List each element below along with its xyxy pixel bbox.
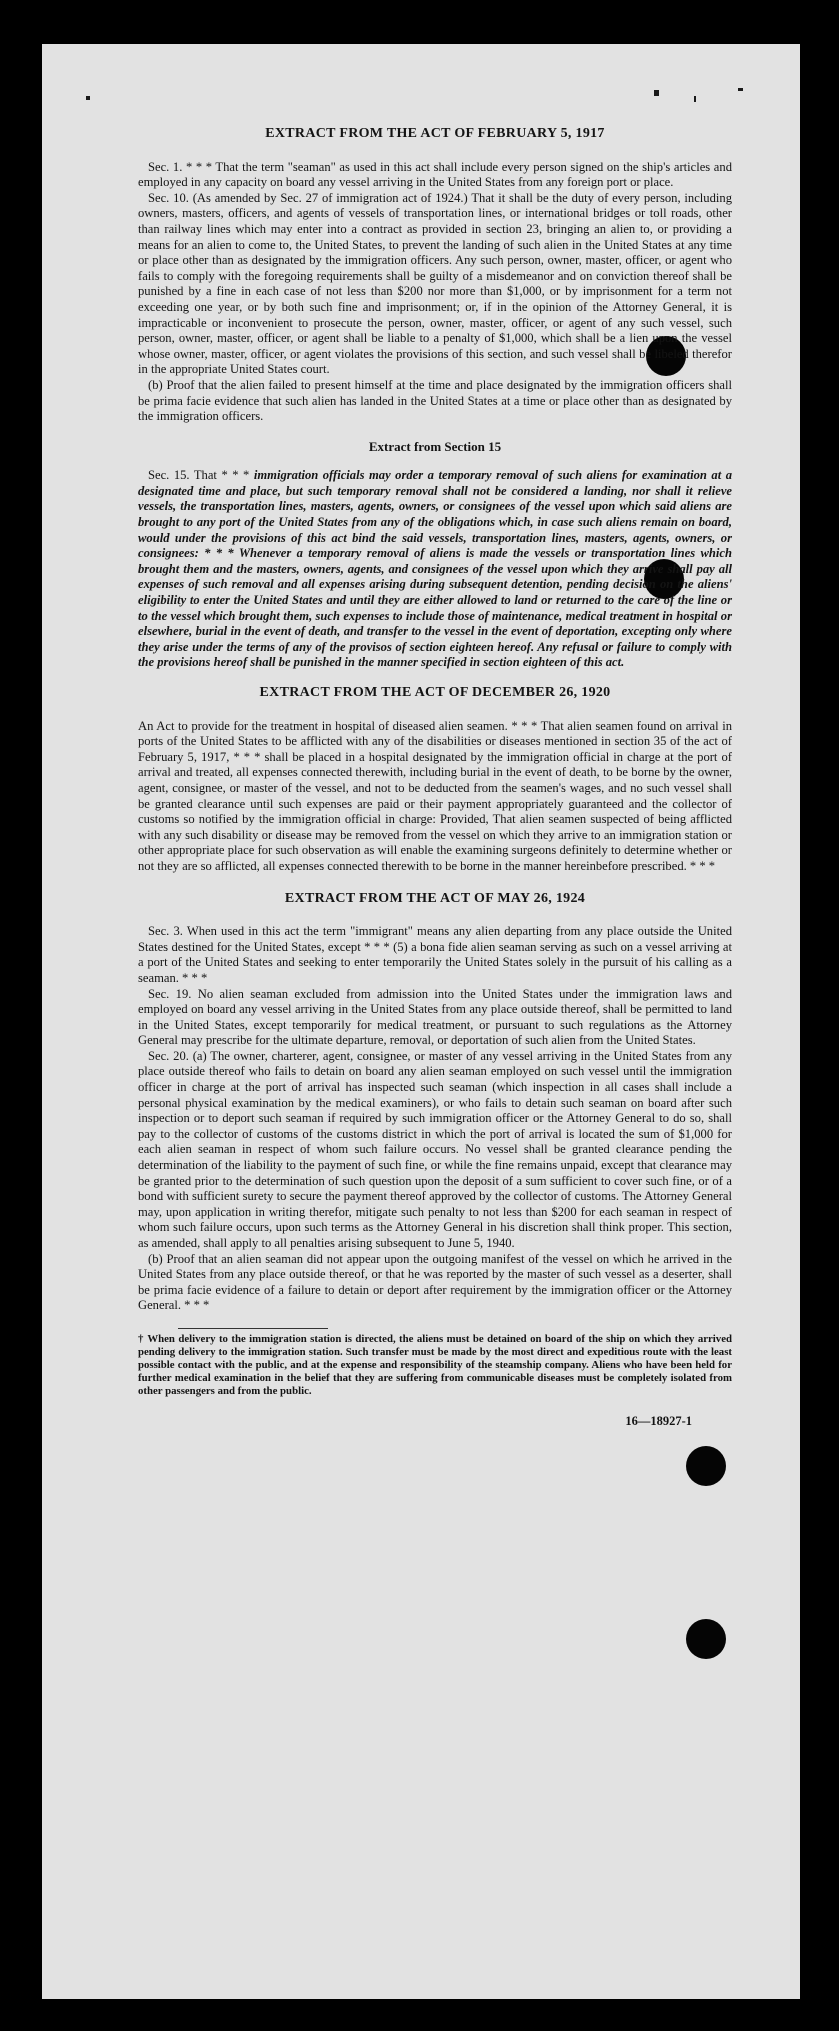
paragraph-sec15 (138, 468, 732, 671)
punch-hole (686, 1619, 726, 1659)
sec15-body: immigration officials may order a temporary removal of such aliens for examination at a designated time and place, but such temporary removal shall not be considered a landing, nor shall it relieve vessels, the transportation lines, masters, agents, owners, or consignees of the vessel upon which said aliens are brought to any port of the United States from any of the obligations which, in case such aliens remain on board, would under the provisions of this act bind the said vessels, transportation lines, masters, agents, owners, or consignees: * * * Whenever a temporary removal of aliens is made the vessels or transportation lines which brought them and the masters, owners, agents, and consignees of the vessel upon which they arrive shall pay all expenses of such removal and all expenses arising during subsequent detention, pending decision on the aliens' eligibility to enter the United States and until they are either allowed to land or returned to the care of the line or to the vessel which brought them, such expenses to include those of maintenance, medical treatment in hospital or elsewhere, burial in the event of death, and transfer to the vessel in the event of deportation, excepting only where they arise under the terms of any of the provisos of section eighteen hereof. Any refusal or failure to comply with the provisions hereof shall be punished in the manner specified in section eighteen of this act. (138, 468, 732, 670)
heading-act-1920: EXTRACT FROM THE ACT OF DECEMBER 26, 1920 (259, 685, 611, 700)
footnote: † When delivery to the immigration station is directed, the aliens must be detained on board of the ship on which they arrived pending delivery to the immigration station. Such transfer must be made by the most direct and expeditious route with the least possible contact with the public, and at the expense and responsibility of the steamship company. Aliens who have been held for further medical examination in the belief that they are suffering from communicable diseases must be completely isolated from other passengers and from the public. (138, 1332, 732, 1397)
heading-section-15: Extract from Section 15 (368, 438, 502, 454)
paragraph-act-1920: An Act to provide for the treatment in hospital of diseased alien seamen. * * * That alien seamen found on arrival in ports of the United States to be afflicted with any of the disabilities or diseases mentioned in section 35 of the act of February 5, 1917, * * * shall be placed in a hospital designated by the immigration official in charge at the port of arrival and treated, all expenses connected therewith, including burial in the event of death, to be borne by the owner, agent, consignee, or master of the vessel, and not to be deducted from the seamen's wages, and no such vessel shall be granted clearance until such expenses are paid or their payment appropriately guaranteed and the collector of customs so notified by the immigration official in charge: Provided, That alien seamen suspected of being afflicted with any such disability or disease may be removed from the vessel on which they arrive to an immigration station or other appropriate place for such observation as will enable the examining surgeons definitely to determine whether or not they are so afflicted, all expenses connected therewith to be borne in the manner hereinbefore prescribed. * * * (138, 718, 732, 873)
paragraph-sec20a: Sec. 20. (a) The owner, charterer, agent, consignee, or master of any vessel arriving in the United States from any place outside thereof who fails to detain on board any alien seaman employed on such vessel until the immigration officer in charge at the port of arrival has inspected such seaman (which inspection in all cases shall include a personal physical examination by the medical examiners), or who fails to detain such seaman on board after such inspection or to deport such seaman if required by such immigration officer or the Attorney General to do so, shall pay to the collector of customs of the customs district in which the port of arrival is located the sum of $1,000 for each alien seaman in respect of whom such failure occurs. No vessel shall be granted clearance pending the determination of the liability to the payment of such fine, or while the fine remains unpaid, except that clearance may be granted prior to the determination of such question upon the deposit of a sum sufficient to cover such fine, or of a bond with sufficient surety to secure the payment thereof approved by the collector of customs. The Attorney General may, upon application in writing therefor, mitigate such penalty to not less than $200 for each seaman in respect of whom such failure occurs, upon such terms as the Attorney General in his discretion shall think proper. This section, as amended, shall apply to all penalties arising subsequent to June 5, 1940. (138, 1048, 732, 1250)
paragraph-sec20b: (b) Proof that an alien seaman did not appear upon the outgoing manifest of the vessel on which he arrived in the United States from any place outside thereof, or that he was reported by the master of such vessel as a deserter, shall be prima facie evidence of a failure to detain or deport after requirement by the immigration officer or the Attorney General. * * * (138, 1251, 732, 1313)
paragraph-sec19: Sec. 19. No alien seaman excluded from admission into the United States under the immigration laws and employed on board any vessel arriving in the United States from any place outside thereof, shall be permitted to land in the United States, except temporarily for medical treatment, or pursuant to such regulations as the Attorney General may prescribe for the ultimate departure, removal, or deportation of such alien from the United States. (138, 986, 732, 1048)
sec15-lead: Sec. 15. That * * * (148, 468, 254, 483)
form-code: 16—18927-1 (625, 1413, 692, 1428)
paragraph-sec3: Sec. 3. When used in this act the term "immigrant" means any alien departing from any place outside the United States destined for the United States, except * * * (5) a bona fide alien seaman serving as such on a vessel arriving at a port of the United States and seeking to enter temporarily the United States solely in the pursuit of his calling as a seaman. * * * (138, 924, 732, 985)
document-page (42, 44, 800, 1999)
heading-act-1924: EXTRACT FROM THE ACT OF MAY 26, 1924 (284, 890, 586, 906)
speck-mark (654, 90, 659, 96)
speck-mark (694, 96, 696, 102)
punch-hole (686, 1446, 726, 1486)
speck-mark (738, 88, 743, 91)
footnote-divider (178, 1328, 328, 1329)
paragraph-sec1: Sec. 1. * * * That the term "seaman" as used in this act shall include every person signed on the ship's articles and employed in any capacity on board any vessel arriving in the United States from any foreign port or place. (138, 159, 732, 190)
paragraph-sec10b: (b) Proof that the alien failed to present himself at the time and place designated by the immigration officers shall be prima facie evidence that such alien has landed in the United States at a time or place other than as designated by the immigration officers. (138, 377, 732, 424)
heading-act-1917: EXTRACT FROM THE ACT OF FEBRUARY 5, 1917 (265, 126, 605, 141)
document-body (138, 126, 732, 1430)
paragraph-sec10: Sec. 10. (As amended by Sec. 27 of immigration act of 1924.) That it shall be the duty of every person, including owners, masters, officers, and agents of vessels of transportation lines, or international bridges or toll roads, other than railway lines which may enter into a contract as provided in section 23, bringing an alien to, or providing a means for an alien to come to, the United States, to prevent the landing of such alien in the United States at any time or place other than as designated by the immigration officers. Any such person, owner, master, officer, or agent who fails to comply with the foregoing requirements shall be guilty of a misdemeanor and on conviction thereof shall be punished by a fine in each case of not less than $200 nor more than $1,000, or by imprisonment for a term not exceeding one year, or by both such fine and imprisonment; or, if in the opinion of the Attorney General, it is impracticable or inconvenient to prosecute the person, owner, master, officer, or agent of any such vessel, such person, owner, master, officer, or agent shall be liable to a penalty of $1,000, which shall be a lien upon the vessel whose owner, master, officer, or agent violates the provisions of this section, and such vessel shall be libeled therefor in the appropriate United States court. (138, 190, 732, 377)
speck-mark (86, 96, 90, 100)
